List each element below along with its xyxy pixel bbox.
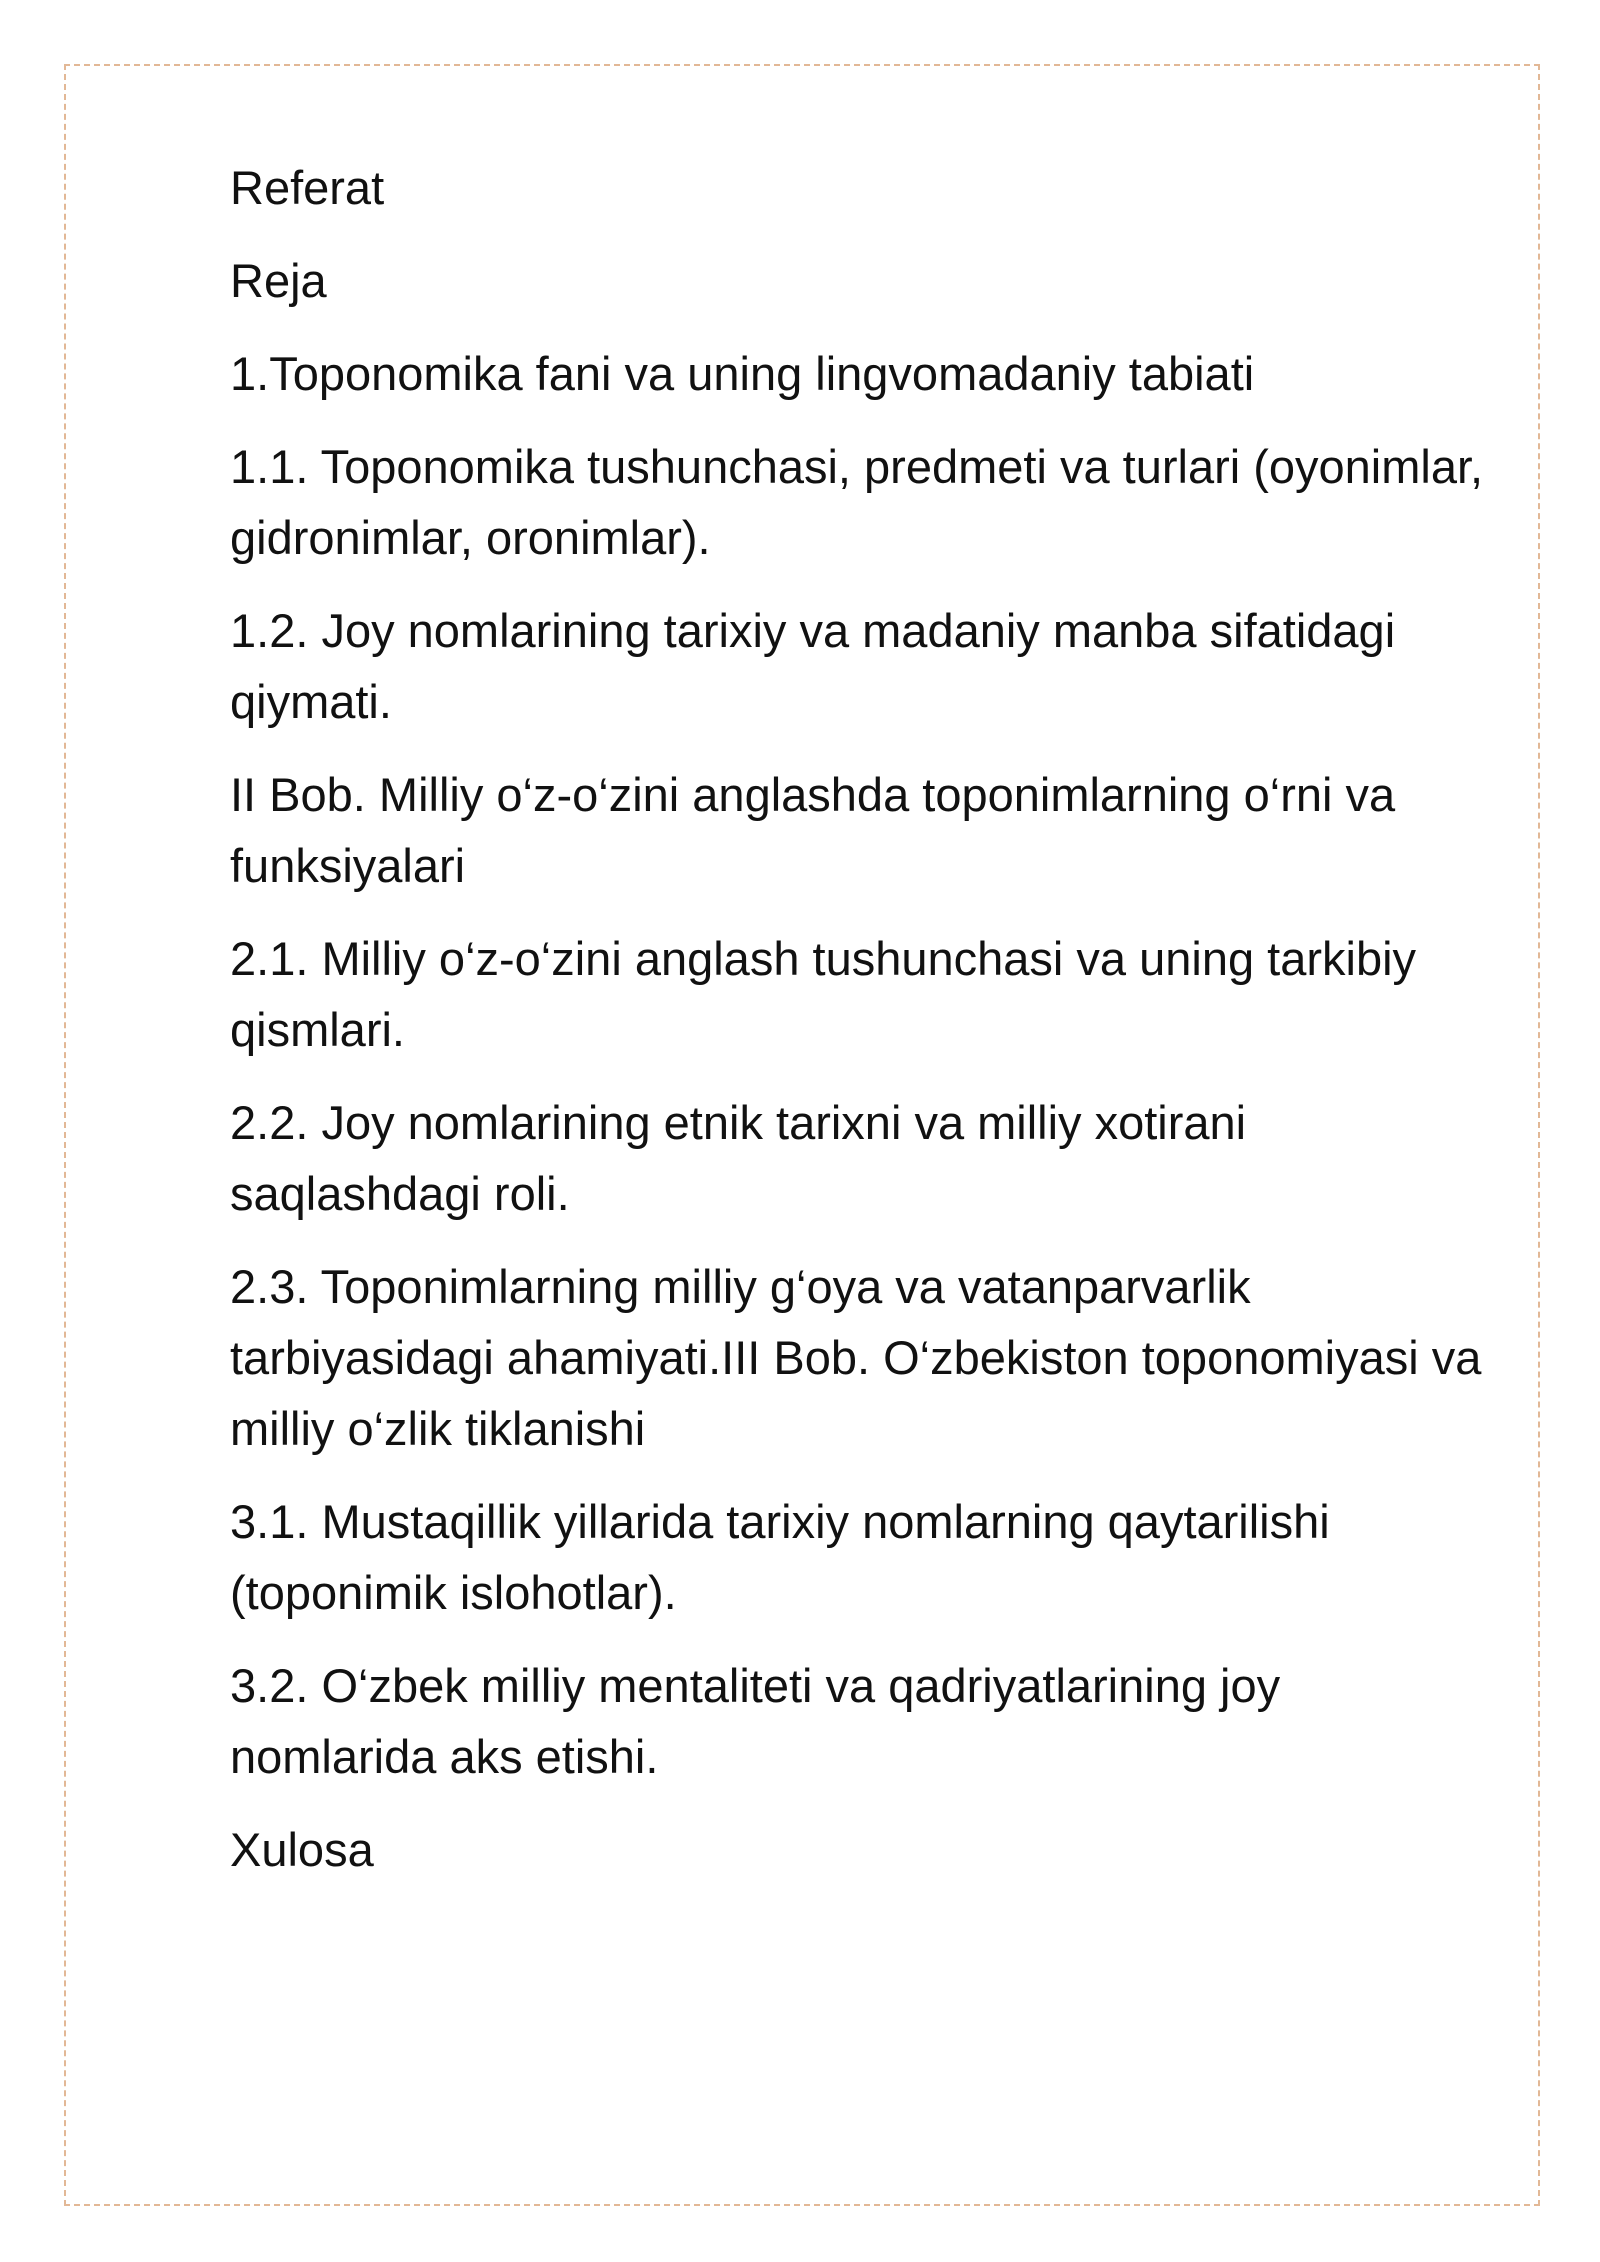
plan-item-2-1: 2.1. Milliy o‘z-o‘zini anglash tushunchasi va uning tarkibiy qismlari. (230, 932, 1417, 1056)
document-body (230, 152, 1490, 1907)
plan-item-1-1: 1.1. Toponomika tushunchasi, predmeti va turlari (oyonimlar, gidronimlar, oronimlar). (230, 440, 1484, 564)
plan-item-1: 1.Toponomika fani va uning lingvomadaniy tabiati (230, 347, 1255, 400)
plan-item-3-2: 3.2. O‘zbek milliy mentaliteti va qadriyatlarining joy nomlarida aks etishi. (230, 1659, 1281, 1783)
conclusion-heading: Xulosa (230, 1823, 374, 1876)
plan-item-2-2: 2.2. Joy nomlarining etnik tarixni va milliy xotirani saqlashdagi roli. (230, 1096, 1247, 1220)
chapter-2-heading: II Bob. Milliy o‘z-o‘zini anglashda toponimlarning o‘rni va funksiyalari (230, 768, 1396, 892)
plan-heading: Reja (230, 254, 327, 307)
plan-item-2-3: 2.3. Toponimlarning milliy g‘oya va vatanparvarlik tarbiyasidagi ahamiyati.III Bob. O‘zbekiston toponomiyasi va milliy o‘zlik tiklanishi (230, 1260, 1482, 1455)
plan-item-1-2: 1.2. Joy nomlarining tarixiy va madaniy manba sifatidagi qiymati. (230, 604, 1396, 728)
document-title: Referat (230, 161, 385, 214)
plan-item-3-1: 3.1. Mustaqillik yillarida tarixiy nomlarning qaytarilishi (toponimik islohotlar). (230, 1495, 1330, 1619)
